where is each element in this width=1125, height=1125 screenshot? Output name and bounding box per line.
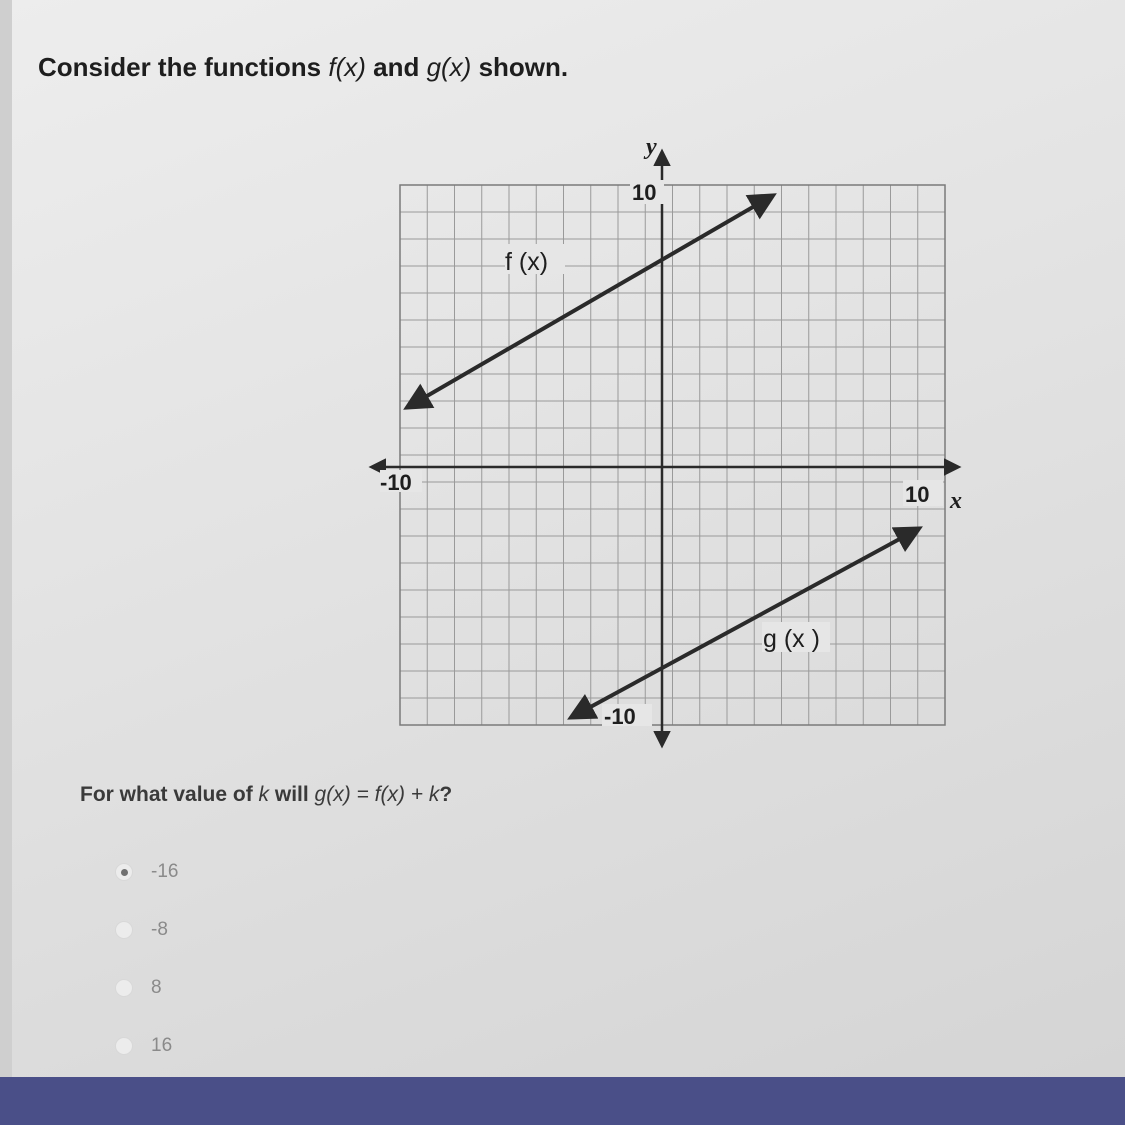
header-text-suffix: shown. — [471, 52, 569, 82]
header-f-function: f(x) — [328, 52, 366, 82]
radio-button[interactable] — [115, 921, 133, 939]
f-line — [408, 196, 772, 407]
question-text-prefix: For what value of — [80, 783, 259, 806]
choice-option[interactable] — [115, 1017, 178, 1075]
x-axis-label: x — [950, 488, 962, 514]
graph-svg — [350, 130, 990, 755]
g-line-label: g (x ) — [763, 625, 820, 653]
header-text-prefix: Consider the functions — [38, 52, 329, 82]
question-prompt — [80, 783, 452, 807]
graph-grid — [400, 185, 945, 725]
choice-label: 16 — [151, 1035, 173, 1056]
x-axis-left-tick-label: -10 — [380, 470, 412, 495]
question-header — [38, 52, 568, 83]
choice-label: 8 — [151, 977, 162, 998]
y-axis-top-tick-label: 10 — [632, 180, 657, 205]
g-line — [572, 529, 918, 717]
header-text-middle: and — [365, 52, 427, 82]
choice-label: -8 — [151, 919, 168, 940]
question-text-suffix: ? — [439, 783, 453, 806]
question-text-middle: will — [269, 783, 315, 806]
bottom-bar — [0, 1077, 1125, 1125]
x-axis-right-tick-label: 10 — [905, 482, 930, 507]
answer-choices — [115, 843, 178, 1075]
radio-button[interactable] — [115, 863, 133, 881]
radio-button[interactable] — [115, 1037, 133, 1055]
y-axis-label: y — [646, 134, 657, 160]
question-k: k — [258, 783, 270, 806]
choice-option[interactable] — [115, 901, 178, 959]
choice-option[interactable] — [115, 843, 178, 901]
header-g-function: g(x) — [426, 52, 472, 82]
page-left-border — [0, 0, 12, 1080]
choice-option[interactable] — [115, 959, 178, 1017]
radio-button[interactable] — [115, 979, 133, 997]
f-line-label: f (x) — [505, 248, 549, 276]
y-axis-bottom-tick-label: -10 — [604, 704, 636, 729]
choice-label: -16 — [151, 861, 179, 882]
question-equation: g(x) = f(x) + k — [314, 783, 440, 806]
coordinate-graph — [350, 130, 990, 755]
